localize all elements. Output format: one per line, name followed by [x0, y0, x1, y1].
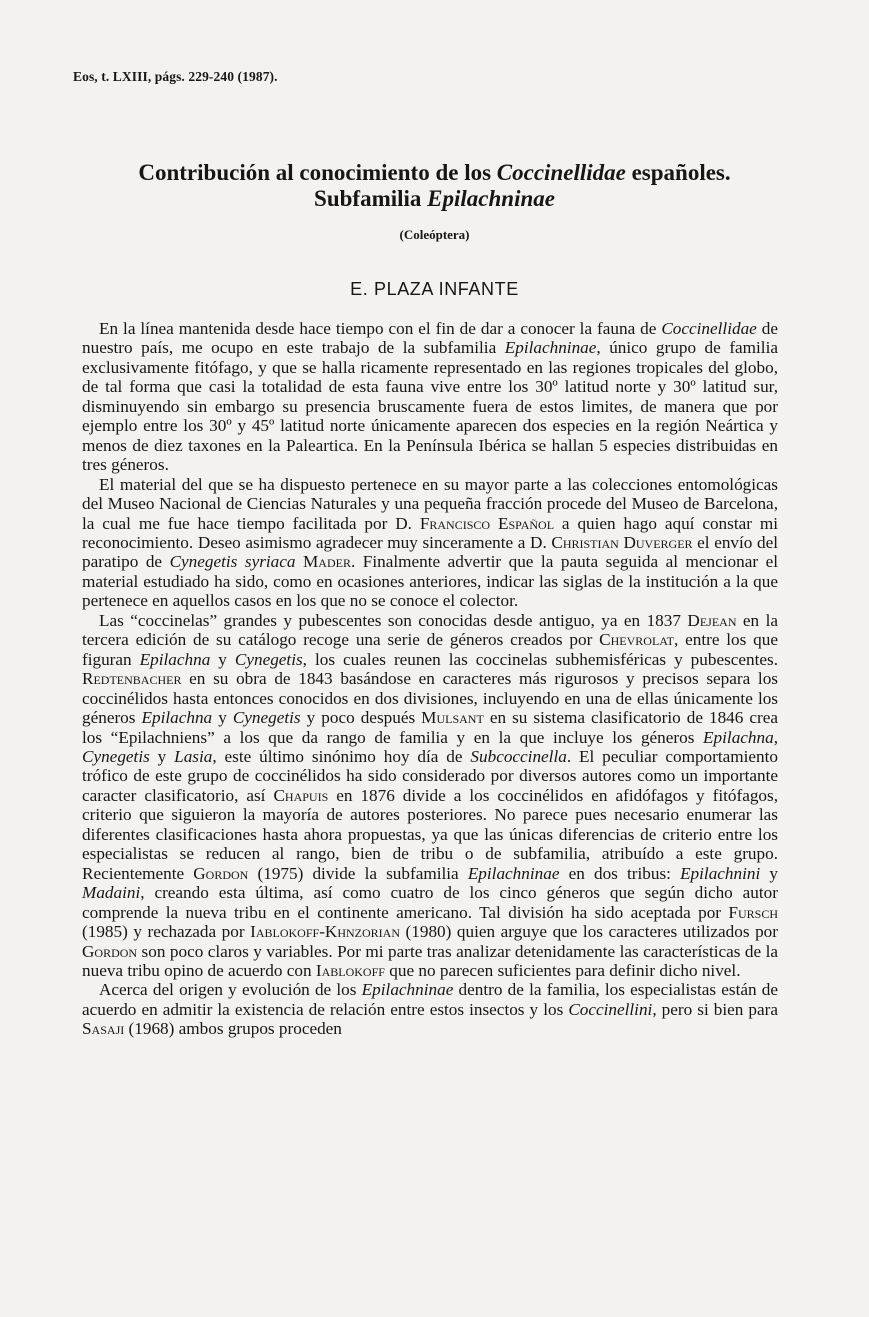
paragraph-text: En la línea mantenida desde hace tiempo con el fin de dar a conocer la fauna de [99, 319, 662, 338]
title-line2-pre: Subfamilia [314, 186, 428, 211]
author-name: E. PLAZA INFANTE [350, 279, 519, 299]
paragraph-text: (1968) ambos grupos proceden [124, 1019, 342, 1039]
paragraph-text: y poco después [300, 708, 422, 728]
italic-text: Subcoccinella [470, 746, 567, 766]
body-paragraph [82, 319, 778, 475]
paragraph-text: dentro de la familia, los especialistas están de acuerdo en admitir la existencia de relación entre estos insectos y los [82, 980, 778, 1019]
paragraph-text: en dos tribus: [559, 863, 681, 883]
author-citation: Francisco Español [419, 513, 555, 533]
author-citation: Iablokoff-Khnzorian [250, 922, 400, 942]
italic-text: Epilachna [139, 649, 211, 669]
author-citation: Chevrolat [599, 630, 674, 650]
italic-text: Cynegetis [232, 708, 301, 728]
paragraph-text: (1975) divide la subfamilia [248, 863, 468, 883]
author-citation: Dejean [687, 610, 737, 630]
paragraph-text: a quien hago aquí constar mi reconocimiento. Deseo asimismo agradecer muy sinceramente a D. [82, 513, 779, 552]
paragraph-text: y [210, 649, 235, 669]
paragraph-text: y [149, 746, 175, 766]
author-citation: Redtenbacher [82, 669, 182, 689]
paragraph-text: (1985) y rechazada por [82, 922, 251, 942]
paragraph-text: el envío del paratipo de [82, 532, 779, 572]
paragraph-text: que no parecen suficientes para definir dicho nivel. [384, 960, 741, 980]
author-citation: Sasaji [82, 1019, 125, 1039]
author-citation: Mulsant [421, 708, 484, 728]
paragraph-text: . El peculiar comportamiento trófico de este grupo de coccinélidos ha sido considerado por diversos autores como un importante caracter clasificatorio, así [82, 746, 779, 805]
paragraph-text: , este último sinónimo hoy día de [212, 746, 471, 766]
title-line2-italic: Epilachninae [427, 186, 555, 211]
italic-text: Epilachninae [467, 863, 560, 883]
author-citation: Christian Duverger [551, 532, 693, 552]
paragraph-text: , único grupo de familia exclusivamente fitófago, y que se halla ricamente representado en las regiones tropicales del globo, de tal forma que casi la totalidad de esta fauna vive entre los 30º latitud norte y 30º latitud sur, disminuyendo sin embargo su presencia bruscamente fuera de estos limites, de manera que por ejemplo entre los 30º y 45º latitud norte únicamente aparecen dos especies en la región Neártica y menos de diez taxones en la Paleartica. En la Península Ibérica se hallan 5 especies distribuidas en tres géneros. [82, 338, 778, 475]
author-citation: Chapuis [273, 785, 329, 805]
article-title-line1 [0, 160, 869, 186]
title-line1-post: españoles. [625, 160, 731, 185]
italic-text: Epilachninae [361, 980, 454, 1000]
paragraph-text: de nuestro país, me ocupo en este trabajo de la subfamilia [82, 319, 778, 358]
article-title-line2 [0, 186, 869, 212]
italic-text: Lasia [174, 746, 213, 766]
italic-text: Epilachna, Cynegetis [82, 727, 778, 766]
paragraph-text: (1980) quien arguye que los caracteres utilizados por [400, 922, 778, 942]
paragraph-text: , entre los que figuran [82, 630, 778, 669]
author-citation: Iablokoff [315, 960, 385, 980]
body-paragraph [82, 980, 778, 1038]
italic-text: Epilachna [141, 708, 213, 728]
article-body [82, 319, 778, 1039]
title-line1-pre: Contribución al conocimiento de los [138, 160, 497, 185]
italic-text: Cynegetis syriaca [169, 552, 296, 572]
italic-text: Epilachnini [680, 863, 761, 883]
paragraph-text: . Finalmente advertir que la pauta seguida al mencionar el material estudiado ha sido, como en ocasiones anteriores, indicar las siglas de la institución a la que pertenece en aquellos casos en los que no se conoce el colector. [82, 552, 779, 611]
title-line1-italic: Coccinellidae [496, 160, 626, 185]
paragraph-text: Acerca del origen y evolución de los [99, 980, 362, 1000]
author-citation: Mader [303, 552, 351, 572]
journal-reference: Eos, t. LXIII, págs. 229-240 (1987). [73, 69, 278, 84]
paragraph-text: en su sistema clasificatorio de 1846 crea los “Epilachniens” a los que da rango de familia y en la que incluye los géneros [82, 708, 779, 747]
italic-text: Madaini [82, 883, 141, 903]
italic-text: Cynegetis [234, 649, 303, 669]
paragraph-text: en la tercera edición de su catálogo recoge una serie de géneros creados por [82, 610, 778, 650]
italic-text: Coccinellidae [661, 319, 757, 338]
paragraph-text: El material del que se ha dispuesto pertenece en su mayor parte a las colecciones entomológicas del Museo Nacional de Ciencias Naturales y una pequeña fracción procede del Museo de Barcelona, la cual me fue hace tiempo facilitada por D. [82, 474, 778, 533]
paragraph-text: , creando esta última, así como cuatro de los cinco géneros que según dicho autor comprende la nueva tribu en el continente americano. Tal división ha sido aceptada por [82, 883, 778, 922]
italic-text: Epilachninae [504, 338, 597, 358]
taxonomic-order: (Coleóptera) [399, 227, 470, 242]
paragraph-text: son poco claros y variables. Por mi parte tras analizar detenidamente las características de la nueva tribu opino de acuerdo con [82, 941, 778, 980]
body-paragraph [82, 611, 778, 981]
paragraph-text: en 1876 divide a los coccinélidos en afidófagos y fitófagos, criterio que siguieron la mayoría de autores posteriores. No parece pues necesario enumerar las diferentes clasificaciones hasta ahora propuestas, ya que las únicas diferencias de criterio entre los especialistas se reducen al rango, bien de tribu o de subfamilia, atribuído a este grupo. Recientemente [82, 785, 778, 883]
paragraph-text: , los cuales reunen las coccinelas subhemisféricas y pubescentes. [302, 649, 779, 669]
author-citation: Gordon [193, 863, 249, 883]
author-citation: Fursch [728, 902, 778, 922]
paragraph-text [295, 552, 303, 571]
paragraph-text: Las “coccinelas” grandes y pubescentes son conocidas desde antiguo, ya en 1837 [99, 610, 688, 630]
paragraph-text: , pero si bien para [652, 999, 778, 1019]
paragraph-text: y [760, 863, 778, 883]
author-citation: Gordon [82, 941, 138, 961]
italic-text: Coccinellini [568, 999, 653, 1019]
body-paragraph [82, 475, 778, 611]
paragraph-text: en su obra de 1843 basándose en caracteres más rigurosos y precisos separa los coccinélidos hasta entonces conocidos en dos divisiones, incluyendo en una de ellas únicamente los géneros [82, 669, 778, 728]
paragraph-text: y [212, 708, 233, 728]
